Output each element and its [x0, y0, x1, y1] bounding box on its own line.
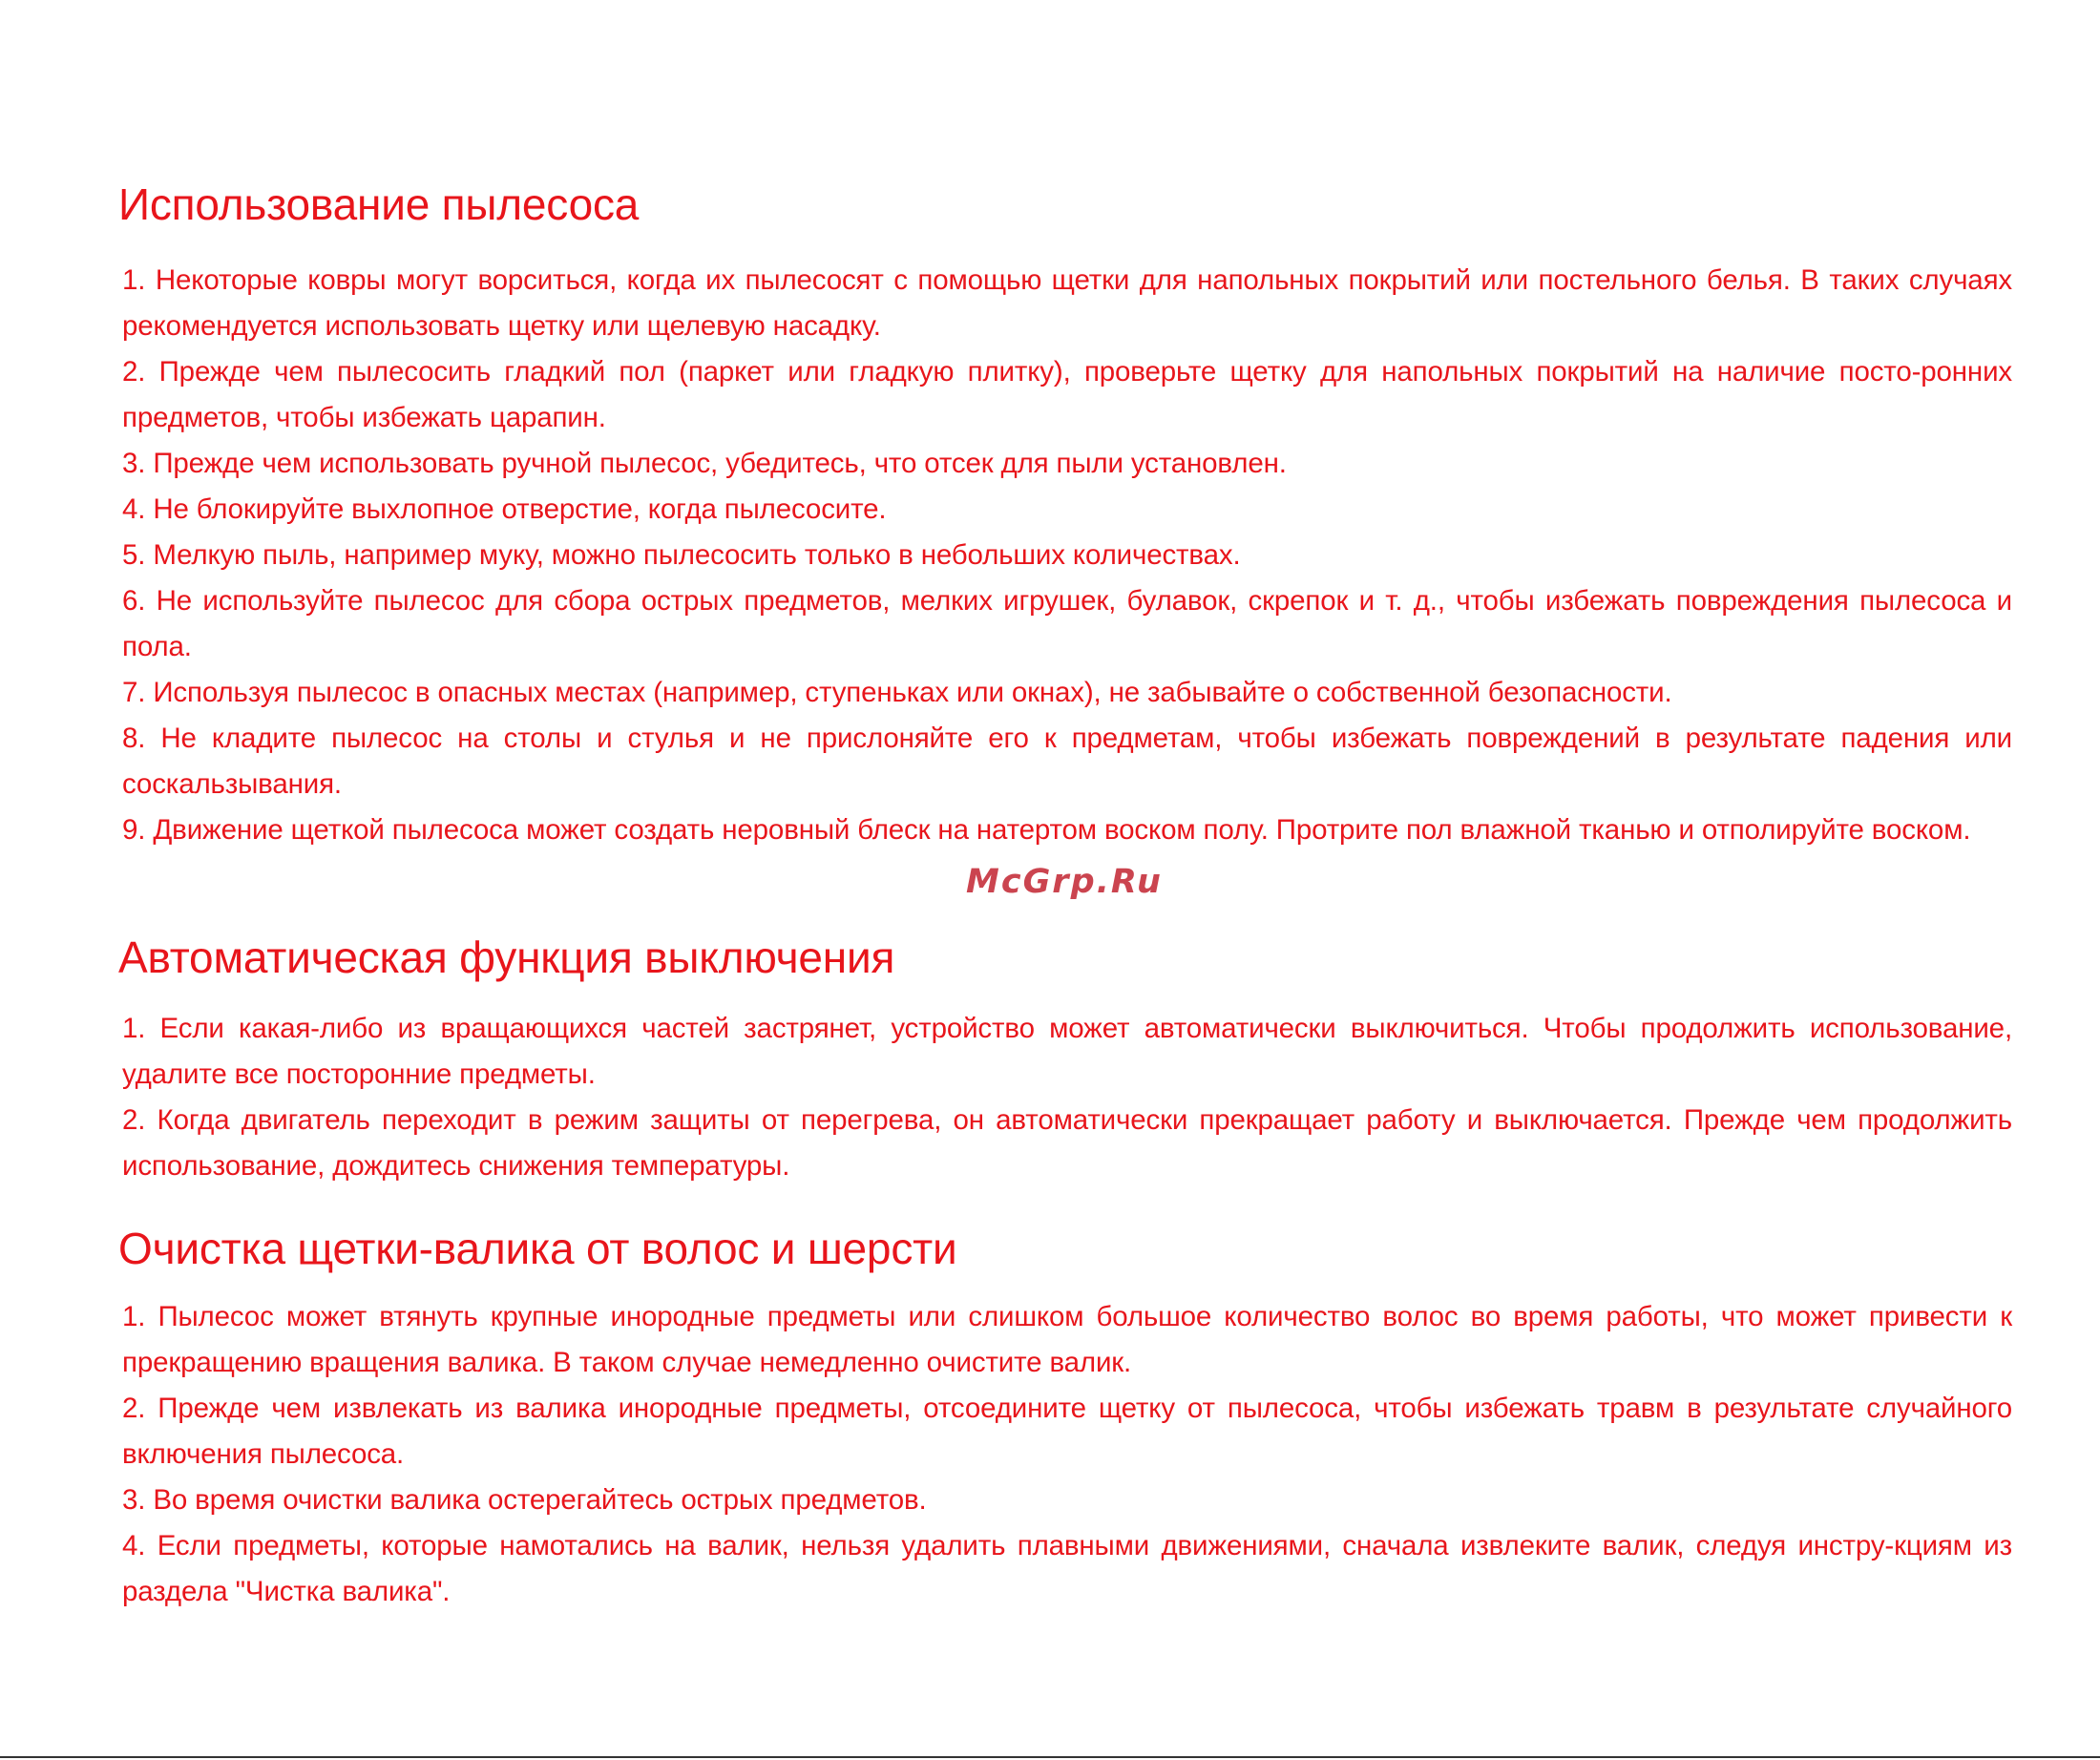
section-title-auto-off: Автоматическая функция выключения	[118, 932, 895, 982]
list-item: 8. Не кладите пылесос на столы и стулья и не прислоняйте его к предметам, чтобы избежать повреждений в результате падения или соскальзывания.	[122, 723, 2012, 800]
list-item: 4. Не блокируйте выхлопное отверстие, когда пылесосите.	[122, 493, 887, 525]
list-item: 1. Если какая-либо из вращающихся частей застрянет, устройство может автоматически выключиться. Чтобы продолжить использование, удалите все посторонние предметы.	[122, 1013, 2012, 1090]
list-item: 2. Прежде чем извлекать из валика инородные предметы, отсоедините щетку от пылесоса, чтобы избежать травм в результате случайного включения пылесоса.	[122, 1393, 2012, 1470]
list-item: 6. Не используйте пылесос для сбора острых предметов, мелких игрушек, булавок, скрепок и т. д., чтобы избежать повреждения пылесоса и пола.	[122, 585, 2012, 662]
list-item: 1. Некоторые ковры могут ворситься, когда их пылесосят с помощью щетки для напольных покрытий или постельного белья. В таких случаях рекомендуется использовать щетку или щелевую насадку.	[122, 264, 2012, 342]
list-item: 3. Во время очистки валика остерегайтесь острых предметов.	[122, 1484, 927, 1516]
list-item: 2. Когда двигатель переходит в режим защиты от перегрева, он автоматически прекращает работу и выключается. Прежде чем продолжить использование, дождитесь снижения температуры.	[122, 1104, 2012, 1182]
section-title-usage: Использование пылесоса	[118, 179, 640, 229]
watermark: McGrp.Ru	[966, 863, 1163, 901]
list-item: 1. Пылесос может втянуть крупные инородные предметы или слишком большое количество волос во время работы, что может привести к прекращению вращения валика. В таком случае немедленно очистите валик.	[122, 1301, 2012, 1378]
auto-off-instructions-list	[122, 1006, 2012, 1189]
list-item: 5. Мелкую пыль, например муку, можно пылесосить только в небольших количествах.	[122, 539, 1241, 571]
list-item: 3. Прежде чем использовать ручной пылесос, убедитесь, что отсек для пыли установлен.	[122, 448, 1287, 479]
cleaning-instructions-list	[122, 1294, 2012, 1615]
usage-instructions-list	[122, 258, 2012, 853]
list-item: 7. Используя пылесос в опасных местах (например, ступеньках или окнах), не забывайте о собственной безопасности.	[122, 677, 1672, 708]
section-title-cleaning: Очистка щетки-валика от волос и шерсти	[118, 1224, 957, 1273]
page-bottom-divider	[0, 1756, 2100, 1758]
list-item: 4. Если предметы, которые намотались на валик, нельзя удалить плавными движениями, сначала извлеките валик, следуя инстру-кциям из раздела "Чистка валика".	[122, 1530, 2012, 1607]
list-item: 2. Прежде чем пылесосить гладкий пол (паркет или гладкую плитку), проверьте щетку для напольных покрытий на наличие посто-ронних предметов, чтобы избежать царапин.	[122, 356, 2012, 433]
list-item: 9. Движение щеткой пылесоса может создать неровный блеск на натертом воском полу. Протрите пол влажной тканью и отполируйте воском.	[122, 814, 1971, 846]
